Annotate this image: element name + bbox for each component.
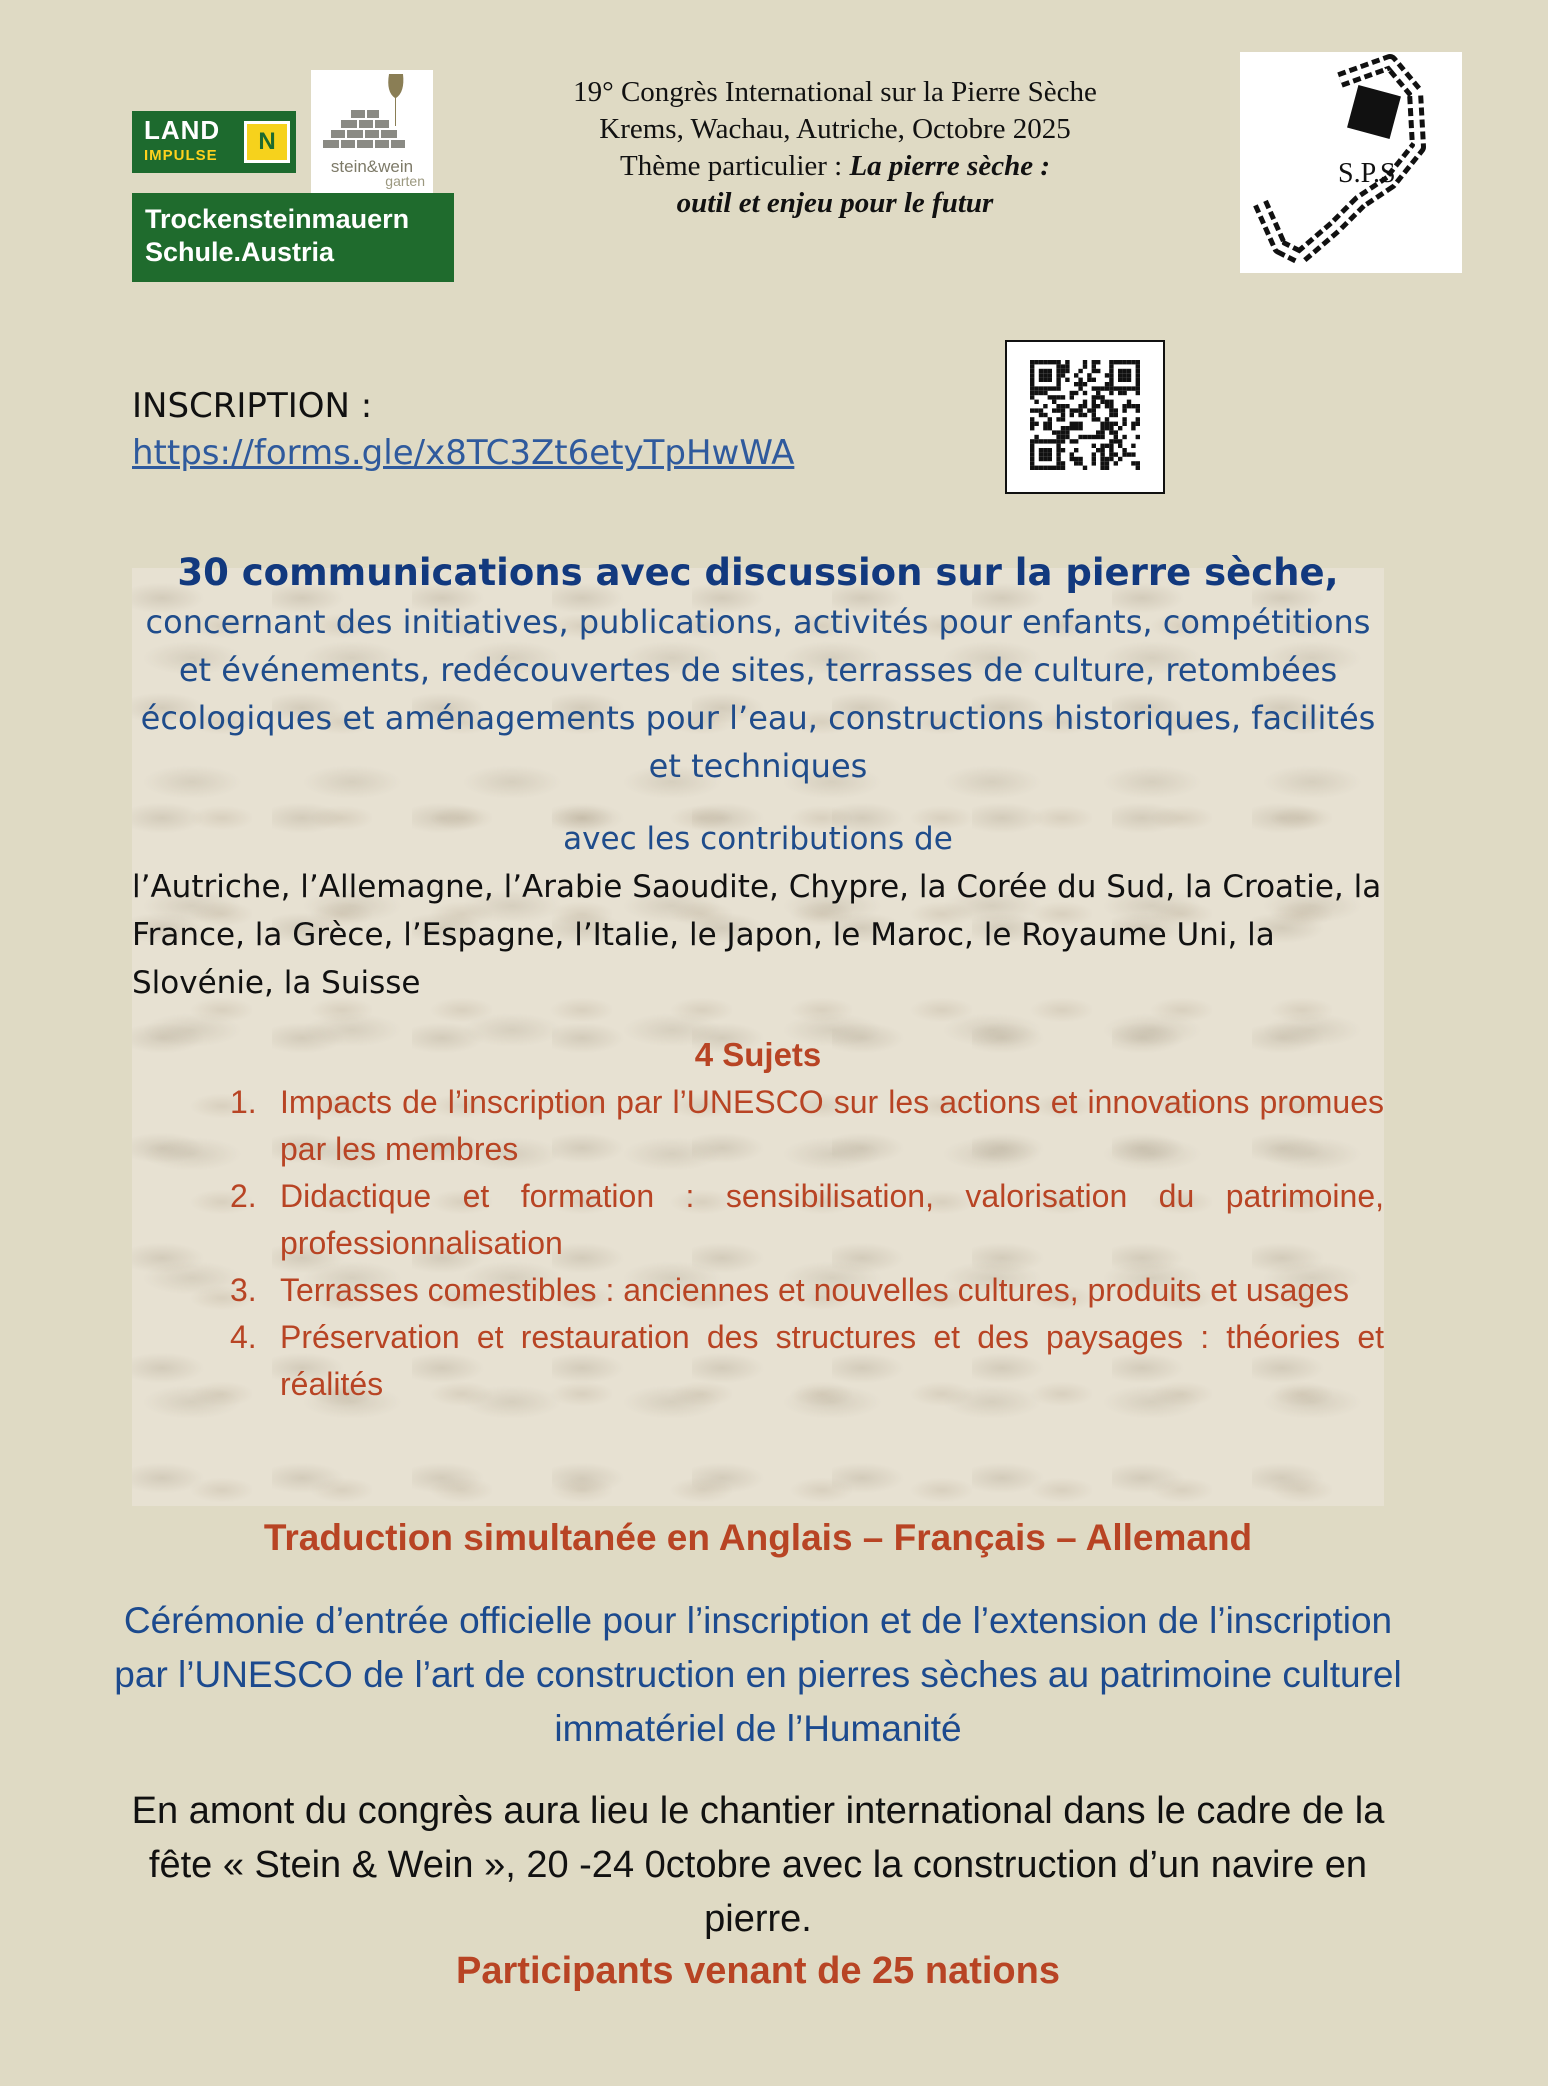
land-logo-badge: N (244, 121, 290, 163)
theme-line2: outil et enjeu pour le futur (676, 187, 994, 219)
topic-item (230, 1267, 1384, 1314)
stein-wein-label: stein&wein (330, 157, 414, 176)
tsm-line2: Schule.Austria (145, 237, 335, 267)
topic-number: 2. (230, 1178, 257, 1214)
tsm-line1: Trockensteinmauern (145, 204, 410, 234)
qr-code-icon (1007, 342, 1163, 492)
contributions-label: avec les contributions de (563, 821, 953, 857)
stein-wein-sublabel: garten (385, 173, 425, 189)
inscription-label: INSCRIPTION : (132, 386, 373, 426)
qr-code[interactable] (1005, 340, 1165, 494)
topics-list (230, 1079, 1384, 1408)
topic-item (230, 1079, 1384, 1173)
topic-number: 4. (230, 1319, 257, 1355)
countries-list: l’Autriche, l’Allemagne, l’Arabie Saoudite, Chypre, la Corée du Sud, la Croatie, la France, la Grèce, l’Espagne, l’Italie, le Japon, le Maroc, le Royaume Uni, la Slovénie, la Suisse (132, 869, 1382, 1001)
ceremony-text: Cérémonie d’entrée officielle pour l’inscription et de l’extension de l’inscription par l’UNESCO de l’art de construction en pierres sèches au patrimoine culturel immatériel de l’Humanité (114, 1600, 1402, 1749)
topic-item (230, 1173, 1384, 1267)
topic-text: Terrasses comestibles : anciennes et nouvelles cultures, produits et usages (280, 1272, 1349, 1308)
theme-line1: La pierre sèche : (849, 150, 1050, 182)
land-logo-line2: IMPULSE (144, 147, 218, 164)
sps-stone-path-icon (1240, 52, 1462, 273)
communications-headline: 30 communications avec discussion sur la pierre sèche, (177, 551, 1339, 594)
land-logo-line1: LAND (144, 115, 221, 145)
congress-title: 19° Congrès International sur la Pierre Sèche (573, 76, 1097, 108)
trockensteinmauern-logo (132, 193, 454, 282)
sps-logo-text: S.P.S. (1338, 158, 1403, 189)
topic-number: 3. (230, 1272, 257, 1308)
translation-note: Traduction simultanée en Anglais – Français – Allemand (263, 1517, 1253, 1558)
congress-header (490, 74, 1180, 222)
worksite-text: En amont du congrès aura lieu le chantier international dans le cadre de la fête « Stein & Wein », 20 -24 0ctobre avec la construction d’un navire en pierre. (131, 1790, 1385, 1940)
theme-label: Thème particulier : (619, 150, 850, 182)
congress-theme (490, 148, 1180, 185)
inscription-link[interactable]: https://forms.gle/x8TC3Zt6etyTpHwWA (132, 433, 795, 473)
stein-wein-garten-logo (311, 70, 433, 194)
topic-item (230, 1314, 1384, 1408)
topic-text: Préservation et restauration des structures et des paysages : théories et réalités (280, 1319, 1384, 1402)
topic-text: Impacts de l’inscription par l’UNESCO sur les actions et innovations promues par les membres (280, 1084, 1384, 1167)
participants-note: Participants venant de 25 nations (456, 1950, 1060, 1992)
land-impulse-logo (132, 111, 296, 173)
communications-description: concernant des initiatives, publications, activités pour enfants, compétitions et événements, redécouvertes de sites, terrasses de culture, retombées écologiques et aménagements pour l’eau, constructions historiques, facilités et techniques (140, 603, 1376, 785)
stone-wall-glass-icon (311, 70, 433, 160)
sps-logo (1240, 52, 1462, 273)
topic-number: 1. (230, 1084, 257, 1120)
topics-title: 4 Sujets (694, 1036, 822, 1073)
congress-location: Krems, Wachau, Autriche, Octobre 2025 (599, 113, 1071, 145)
topic-text: Didactique et formation : sensibilisation, valorisation du patrimoine, professionnalisation (280, 1178, 1384, 1261)
